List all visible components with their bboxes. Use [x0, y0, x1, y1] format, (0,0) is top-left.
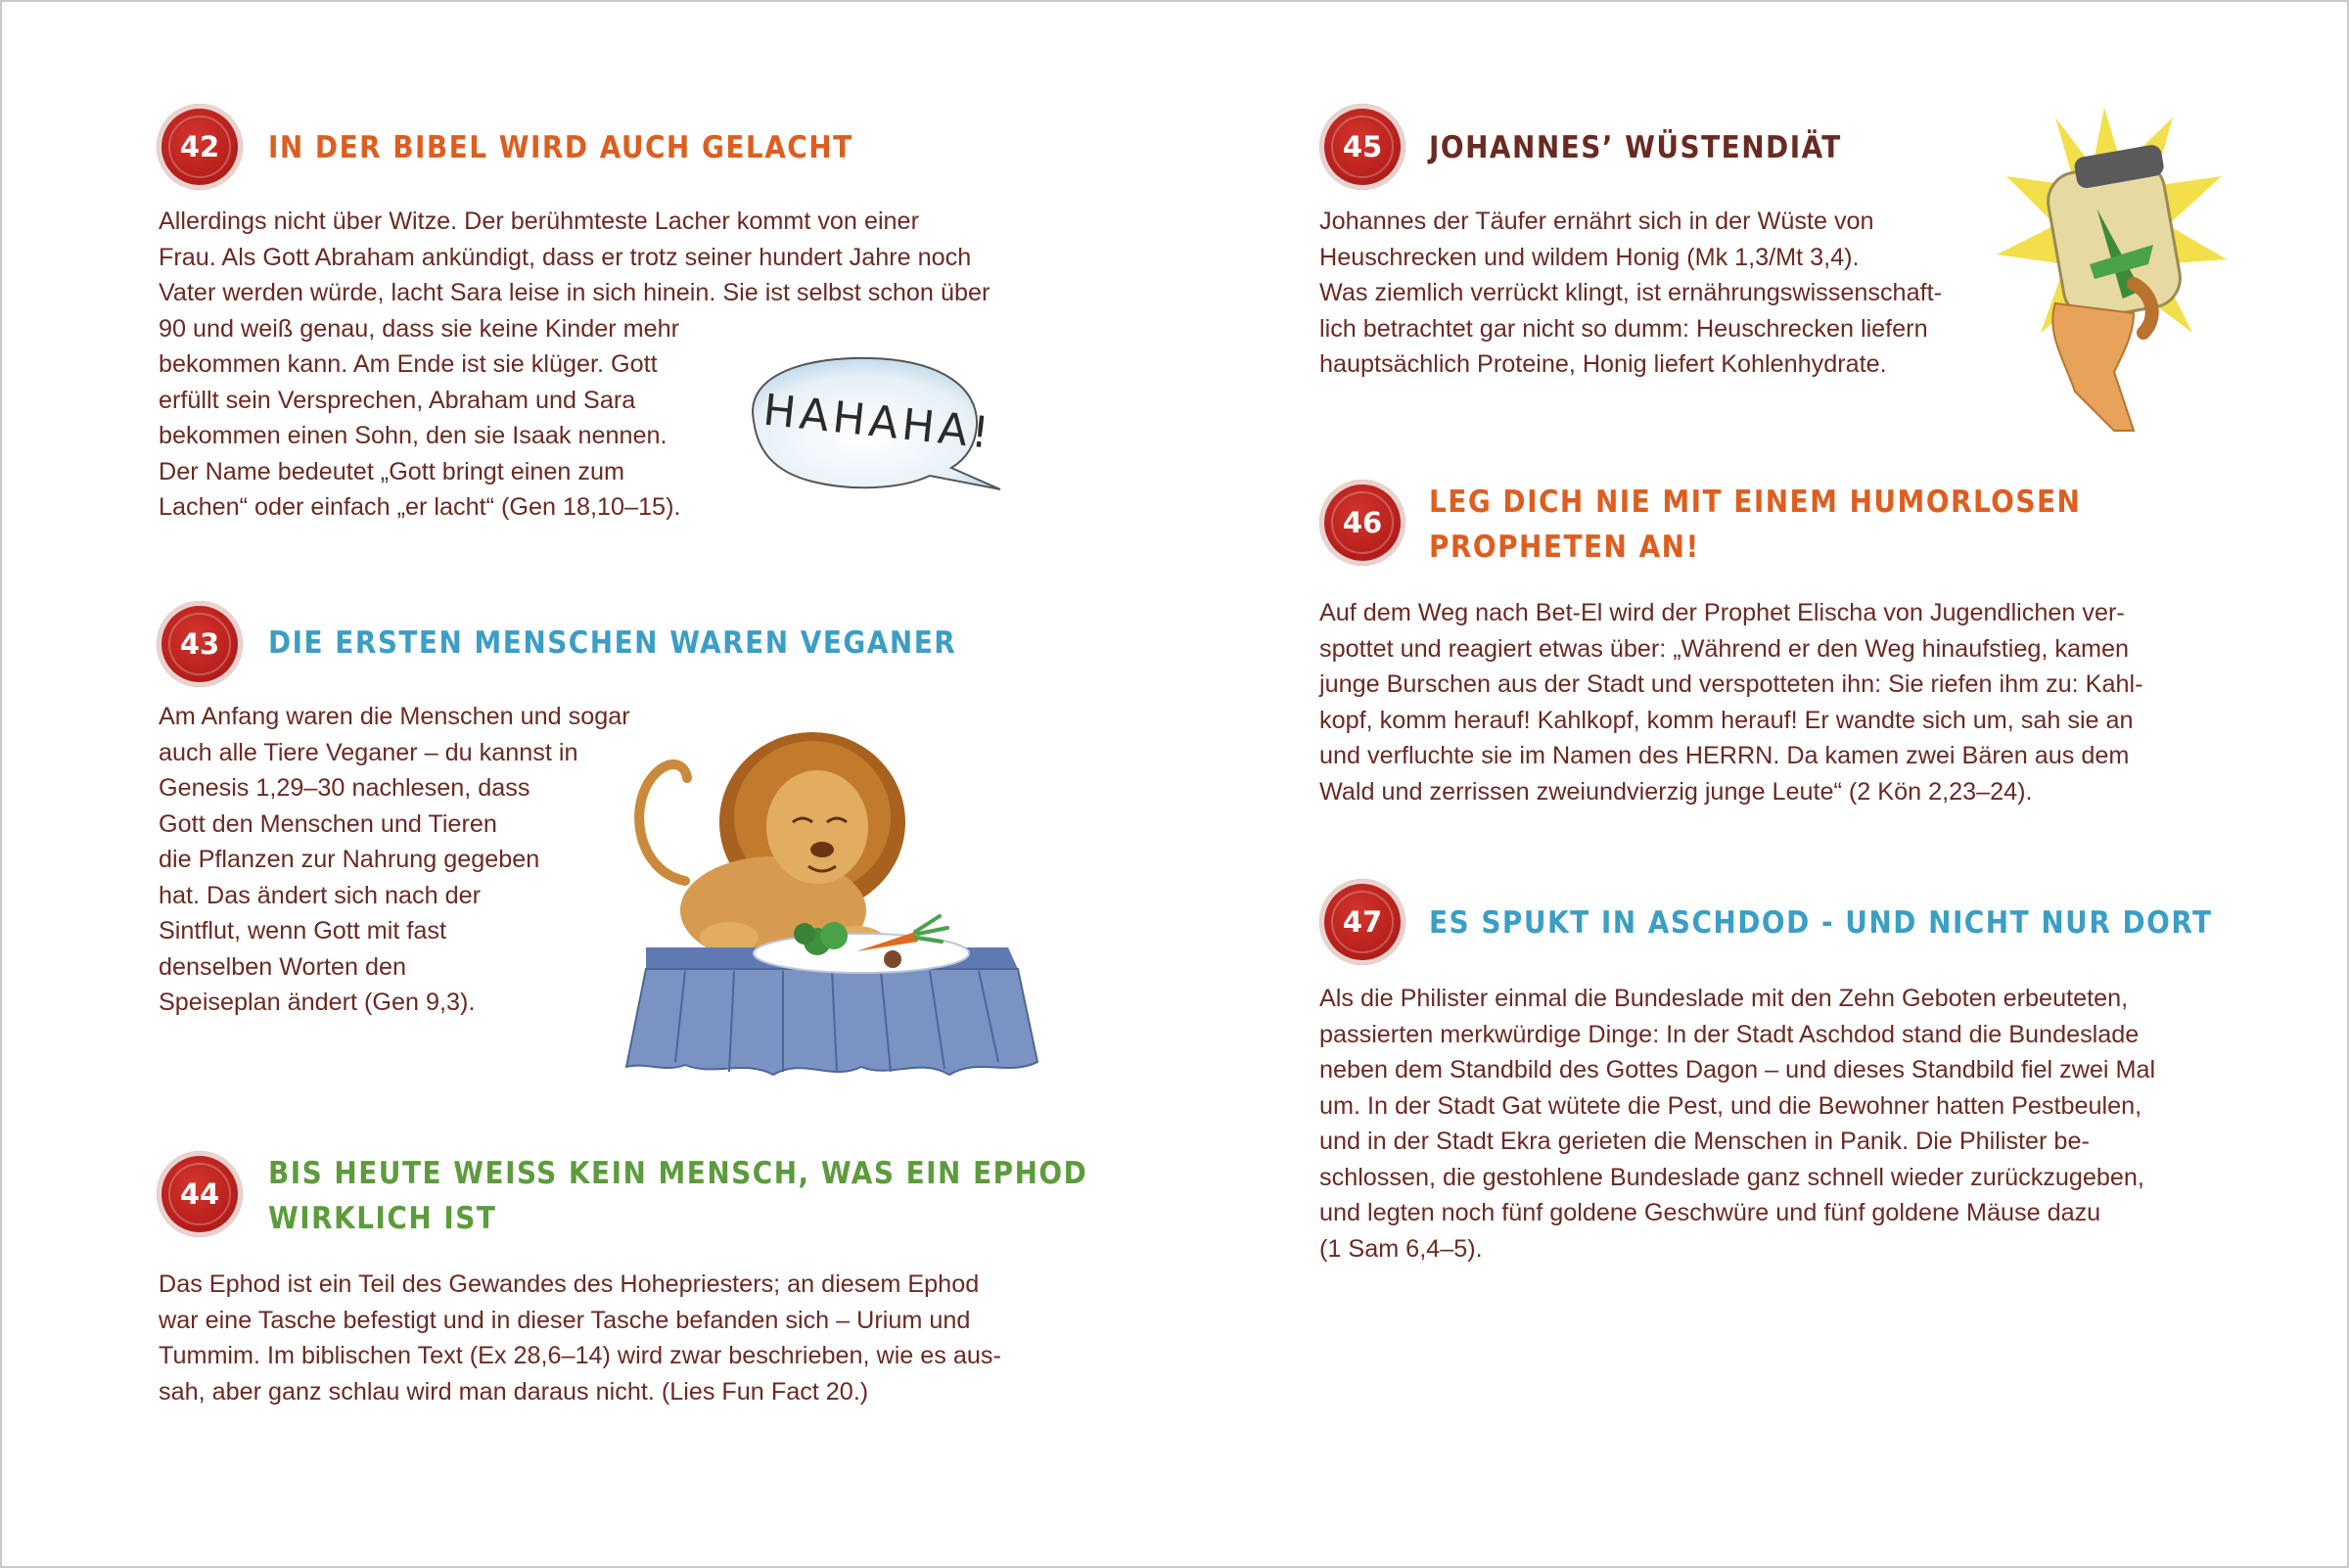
fact-heading: BIS HEUTE WEISS KEIN MENSCH, WAS EIN EPHOD WIRKLICH IST	[268, 1156, 1088, 1236]
fact-number-badge: 46	[1319, 480, 1405, 566]
hahaha-text: HAHAHA!	[760, 385, 995, 459]
fact-body: Auf dem Weg nach Bet-El wird der Prophet Elischa von Jugendlichen ver- spottet und reagiert etwas über: „Während er den Weg hinaufstieg, kamen junge Burschen aus der Stadt und verspotteten ihn: Sie riefen ihm zu: Kahl- kopf, komm herauf! Kahlkopf, komm herauf! Er wandte sich um, sah sie an und verfluchte sie im Namen des HERRN. Da kamen zwei Bären aus dem Wald und zerrissen zweiundvierzig junge Leute“ (2 Kön 2,23–24).	[1319, 599, 2143, 806]
fact-body: Johannes der Täufer ernährt sich in der Wüste von Heuschrecken und wildem Honig (Mk 1,3/Mt 3,4). Was ziemlich verrückt klingt, ist ernährungswissenschaft- lich betrachtet gar nicht so dumm: Heuschrecken liefern hauptsächlich Proteine, Honig liefert Kohlenhydrate.	[1319, 208, 1942, 378]
fact-number-badge: 45	[1319, 104, 1405, 190]
locust-jar-illustration	[1987, 98, 2232, 450]
fact-number-badge: 47	[1319, 879, 1405, 965]
fact-number-badge: 43	[157, 601, 243, 687]
fact-heading: IN DER BIBEL WIRD AUCH GELACHT	[268, 130, 853, 165]
lion-at-table-illustration	[577, 724, 1086, 1096]
fact-number-badge: 44	[157, 1151, 243, 1237]
fact-body: Am Anfang waren die Menschen und sogar auch alle Tiere Veganer – du kannst in Genesis 1,29–30 nachlesen, dass Gott den Menschen und Tieren die Pflanzen zur Nahrung gegeben hat. Das ändert sich nach der Sintflut, wenn Gott mit fast denselben Worten den Speiseplan ändert (Gen 9,3).	[159, 703, 630, 1016]
fact-heading: LEG DICH NIE MIT EINEM HUMORLOSEN PROPHETEN AN!	[1429, 484, 2082, 565]
fact-body: Allerdings nicht über Witze. Der berühmteste Lacher kommt von einer Frau. Als Gott Abraham ankündigt, dass er trotz seiner hundert Jahre noch Vater werden würde, lacht Sara leise in sich hinein. Sie ist selbst schon über 90 und weiß genau, dass sie keine Kinder mehr bekommen kann. Am Ende ist sie klüger. Gott erfüllt sein Versprechen, Abraham und Sara bekommen einen Sohn, den sie Isaak nennen. Der Name bedeutet „Gott bringt einen zum Lachen“ oder einfach „er lacht“ (Gen 18,10–15).	[159, 208, 990, 521]
fact-number-badge: 42	[157, 104, 243, 190]
speech-bubble-illustration	[734, 352, 1008, 499]
fact-body: Das Ephod ist ein Teil des Gewandes des Hohepriesters; an diesem Ephod war eine Tasche befestigt und in dieser Tasche befanden sich – Urium und Tummim. Im biblischen Text (Ex 28,6–14) wird zwar beschrieben, wie es aus- sah, aber ganz schlau wird man daraus nicht. (Lies Fun Fact 20.)	[159, 1270, 1001, 1406]
fact-heading: ES SPUKT IN ASCHDOD - UND NICHT NUR DORT	[1429, 905, 2213, 941]
fact-heading: DIE ERSTEN MENSCHEN WAREN VEGANER	[268, 625, 957, 661]
fact-heading: JOHANNES’ WÜSTENDIÄT	[1429, 130, 1842, 165]
fact-body: Als die Philister einmal die Bundeslade mit den Zehn Geboten erbeuteten, passierten merkwürdige Dinge: In der Stadt Aschdod stand die Bundeslade neben dem Standbild des Gottes Dagon – und dieses Standbild fiel zwei Mal um. In der Stadt Gat wütete die Pest, und die Bewohner hatten Pestbeulen, und in der Stadt Ekra gerieten die Menschen in Panik. Die Philister be- schlossen, die gestohlene Bundeslade ganz schnell wieder zurückzugeben, und legten noch fünf goldene Geschwüre und fünf goldene Mäuse dazu (1 Sam 6,4–5).	[1319, 985, 2156, 1263]
